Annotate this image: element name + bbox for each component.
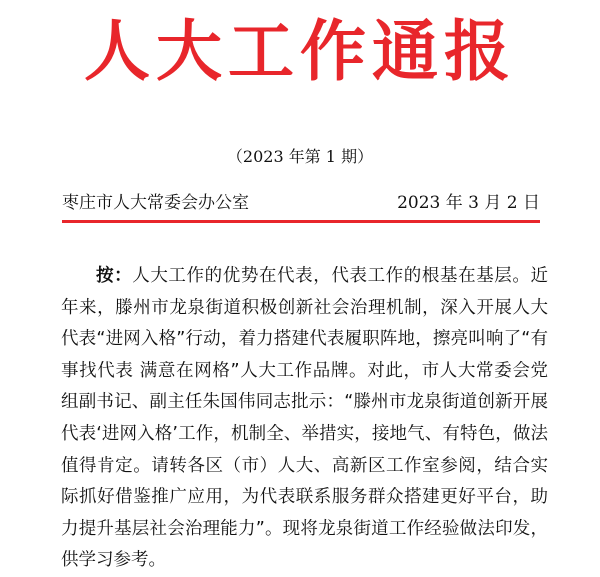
editor-note-colon: ： <box>114 266 133 286</box>
issuer-date-row <box>62 191 540 215</box>
editor-note-label: 按 <box>96 266 115 286</box>
editor-note-text: 人大工作的优势在代表，代表工作的根基在基层。近年来，滕州市龙泉街道积极创新社会治理机制，深入开展人大代表“进网入格”行动，着力搭建代表履职阵地，擦亮叫响了“有事找代表 满意在网格”人大工作品牌。对此，市人大常委会党组副书记、副主任朱国伟同志批示：“滕州市龙泉街道创新开展代表‘进网入格’工作，机制全、举措实，接地气、有特色，做法值得肯定。请转各区（市）人大、高新区工作室参阅，结合实际抓好借鉴推广应用，为代表联系服务群众搭建更好平台，助力提升基层社会治理能力”。现将龙泉街道工作经验做法印发，供学习参考。 <box>61 266 549 571</box>
issue-number: （2023 年第 1 期） <box>226 147 374 166</box>
red-divider-line <box>62 220 540 223</box>
issuing-office: 枣庄市人大常委会办公室 <box>62 193 249 213</box>
editor-note-paragraph <box>61 261 548 577</box>
issue-date: 2023 年 3 月 2 日 <box>397 193 540 213</box>
bulletin-masthead-title: 人大工作通报 <box>84 12 516 90</box>
